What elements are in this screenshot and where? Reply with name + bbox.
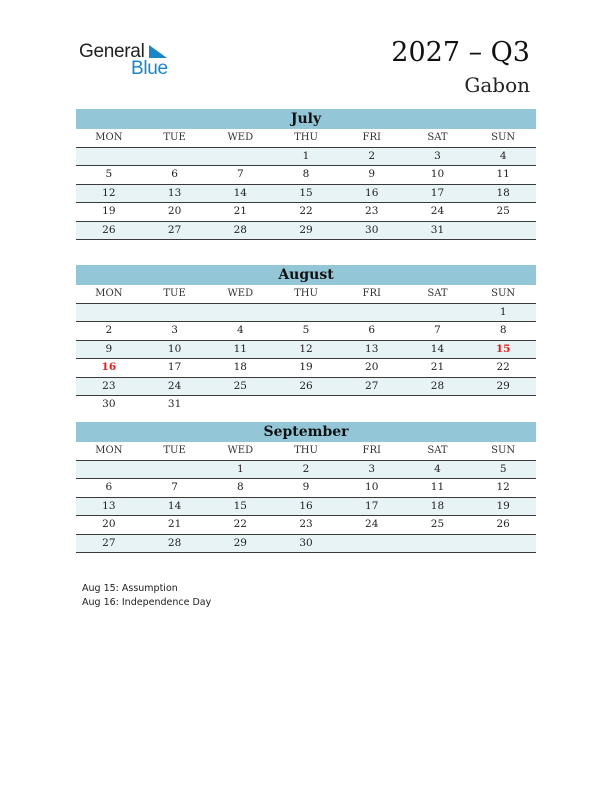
weekday-label: SAT — [427, 132, 448, 143]
weekday-label: WED — [227, 445, 254, 456]
weekday-label: TUE — [163, 132, 186, 143]
weekday-label: TUE — [163, 445, 186, 456]
day-cell: 28 — [167, 536, 182, 549]
day-cell: 30 — [299, 536, 313, 549]
week-row — [76, 304, 536, 323]
day-cell: 12 — [299, 342, 313, 355]
day-cell: 25 — [430, 518, 445, 530]
day-cell: 7 — [236, 168, 244, 180]
week-row — [76, 341, 536, 360]
month-september — [76, 422, 536, 553]
day-cell: 12 — [102, 186, 116, 199]
day-cell: 4 — [499, 149, 507, 162]
day-cell: 2 — [368, 149, 376, 162]
day-cell: 11 — [430, 481, 445, 493]
holiday-note: Aug 15: Assumption — [82, 583, 178, 594]
weekday-header-row — [76, 442, 536, 461]
country-name: Gabon — [464, 73, 530, 97]
day-cell: 17 — [365, 499, 379, 512]
day-cell: 30 — [365, 223, 379, 236]
day-cell — [405, 396, 471, 414]
day-cell: 20 — [102, 518, 116, 530]
day-cell: 12 — [496, 481, 510, 493]
day-cell: 9 — [105, 342, 113, 355]
week-row — [76, 498, 536, 517]
holiday-notes — [82, 582, 211, 610]
day-cell: 9 — [302, 481, 310, 493]
month-july — [76, 109, 536, 240]
logo-triangle-icon — [149, 45, 167, 58]
day-cell — [273, 304, 339, 322]
day-cell — [470, 535, 536, 553]
day-cell: 30 — [102, 398, 116, 410]
weekday-label: THU — [294, 132, 318, 143]
day-cell — [76, 461, 142, 479]
day-cell: 16 — [299, 499, 313, 512]
weekday-label: SAT — [427, 445, 448, 456]
day-cell: 28 — [430, 379, 445, 392]
day-cell: 24 — [167, 379, 182, 392]
week-row — [76, 203, 536, 222]
month-title: July — [76, 109, 536, 129]
day-cell — [207, 396, 273, 414]
day-cell: 13 — [365, 342, 379, 355]
month-august — [76, 265, 536, 414]
day-cell: 21 — [167, 518, 182, 530]
day-cell: 10 — [167, 342, 182, 355]
day-cell: 8 — [236, 481, 244, 493]
month-title: August — [76, 265, 536, 285]
day-cell — [339, 535, 405, 553]
day-cell: 28 — [233, 223, 247, 236]
day-cell: 16 — [365, 186, 379, 199]
day-cell — [339, 304, 405, 322]
day-cell — [405, 535, 471, 553]
day-cell: 11 — [233, 342, 247, 355]
day-cell: 25 — [233, 379, 247, 392]
day-cell — [339, 396, 405, 414]
week-row — [76, 461, 536, 480]
day-cell: 10 — [430, 168, 445, 180]
day-cell: 14 — [167, 499, 182, 512]
day-cell — [470, 396, 536, 414]
day-cell: 13 — [167, 186, 182, 199]
weekday-label: WED — [227, 288, 254, 299]
day-cell: 8 — [302, 168, 310, 180]
day-cell: 23 — [299, 518, 313, 530]
day-cell: 2 — [302, 462, 310, 475]
day-cell: 18 — [430, 499, 445, 512]
day-cell: 2 — [105, 324, 113, 336]
day-cell: 3 — [368, 462, 376, 475]
day-cell: 17 — [167, 361, 182, 373]
day-cell — [207, 148, 273, 166]
day-cell: 21 — [430, 361, 445, 373]
day-cell: 4 — [434, 462, 441, 475]
day-cell: 25 — [496, 205, 510, 217]
day-cell: 22 — [299, 205, 313, 217]
weekday-label: TUE — [163, 288, 186, 299]
weekday-header-row — [76, 285, 536, 304]
week-row — [76, 378, 536, 397]
day-cell: 6 — [368, 324, 376, 336]
day-cell: 22 — [233, 518, 247, 530]
weekday-label: SUN — [491, 288, 516, 299]
day-cell: 11 — [496, 168, 510, 180]
week-row — [76, 166, 536, 185]
day-cell: 1 — [499, 305, 507, 318]
day-cell: 5 — [105, 168, 113, 180]
day-cell: 19 — [299, 361, 313, 373]
day-cell: 26 — [496, 518, 510, 530]
day-cell: 18 — [496, 186, 510, 199]
day-cell: 1 — [236, 462, 244, 475]
week-row — [76, 479, 536, 498]
day-cell: 29 — [299, 223, 313, 236]
weekday-label: FRI — [362, 132, 381, 143]
day-cell — [405, 304, 471, 322]
day-cell: 24 — [365, 518, 379, 530]
day-cell: 26 — [102, 223, 116, 236]
day-cell: 19 — [496, 499, 510, 512]
day-cell: 18 — [233, 361, 247, 373]
logo — [79, 41, 179, 81]
day-cell: 21 — [233, 205, 247, 217]
day-cell: 23 — [102, 379, 116, 392]
weekday-label: MON — [95, 132, 123, 143]
day-cell: 7 — [171, 481, 178, 493]
week-row — [76, 535, 536, 554]
day-cell — [470, 222, 536, 240]
day-cell: 27 — [167, 223, 182, 236]
day-cell — [142, 461, 208, 479]
weekday-header-row — [76, 129, 536, 148]
weekday-label: WED — [227, 132, 254, 143]
day-cell: 23 — [365, 205, 379, 217]
day-cell: 14 — [233, 186, 247, 199]
day-cell: 17 — [430, 186, 445, 199]
weekday-label: THU — [294, 445, 318, 456]
day-cell: 27 — [102, 536, 116, 549]
day-cell: 20 — [167, 205, 182, 217]
weekday-label: FRI — [362, 445, 381, 456]
day-cell: 26 — [299, 379, 313, 392]
weekday-label: MON — [95, 445, 123, 456]
day-cell: 7 — [434, 324, 441, 336]
day-cell: 4 — [236, 324, 244, 336]
day-cell: 27 — [365, 379, 379, 392]
day-cell: 20 — [365, 361, 379, 373]
day-cell: 8 — [499, 324, 507, 336]
week-row — [76, 322, 536, 341]
day-cell: 29 — [233, 536, 247, 549]
day-cell: 6 — [105, 481, 113, 493]
holiday-day-cell: 15 — [495, 342, 511, 355]
logo-blue-text: Blue — [131, 58, 168, 79]
day-cell: 15 — [299, 186, 313, 199]
holiday-note: Aug 16: Independence Day — [82, 597, 212, 608]
month-title: September — [76, 422, 536, 442]
weekday-label: SUN — [491, 445, 516, 456]
week-row — [76, 222, 536, 241]
page-title: 2027 – Q3 — [391, 37, 530, 68]
day-cell — [76, 304, 142, 322]
week-row — [76, 396, 536, 414]
day-cell: 5 — [499, 462, 507, 475]
day-cell — [273, 396, 339, 414]
day-cell: 14 — [430, 342, 445, 355]
day-cell: 13 — [102, 499, 116, 512]
day-cell: 6 — [171, 168, 178, 180]
day-cell: 31 — [430, 223, 445, 236]
day-cell: 19 — [102, 205, 116, 217]
weekday-label: THU — [294, 288, 318, 299]
day-cell: 3 — [434, 149, 441, 162]
weekday-label: SAT — [427, 288, 448, 299]
week-row — [76, 516, 536, 535]
day-cell: 10 — [365, 481, 379, 493]
weekday-label: FRI — [362, 288, 381, 299]
weekday-label: MON — [95, 288, 123, 299]
week-row — [76, 185, 536, 204]
day-cell — [142, 304, 208, 322]
day-cell: 5 — [302, 324, 310, 336]
weekday-label: SUN — [491, 132, 516, 143]
day-cell: 1 — [302, 149, 310, 162]
day-cell: 29 — [496, 379, 510, 392]
day-cell: 22 — [496, 361, 510, 373]
logo-general-text: General — [79, 41, 145, 62]
holiday-day-cell: 16 — [101, 361, 117, 373]
day-cell: 3 — [171, 324, 178, 336]
day-cell: 9 — [368, 168, 376, 180]
day-cell: 24 — [430, 205, 445, 217]
week-row — [76, 359, 536, 378]
day-cell — [142, 148, 208, 166]
day-cell — [76, 148, 142, 166]
day-cell — [207, 304, 273, 322]
day-cell: 15 — [233, 499, 247, 512]
day-cell: 31 — [167, 398, 182, 410]
week-row — [76, 148, 536, 167]
